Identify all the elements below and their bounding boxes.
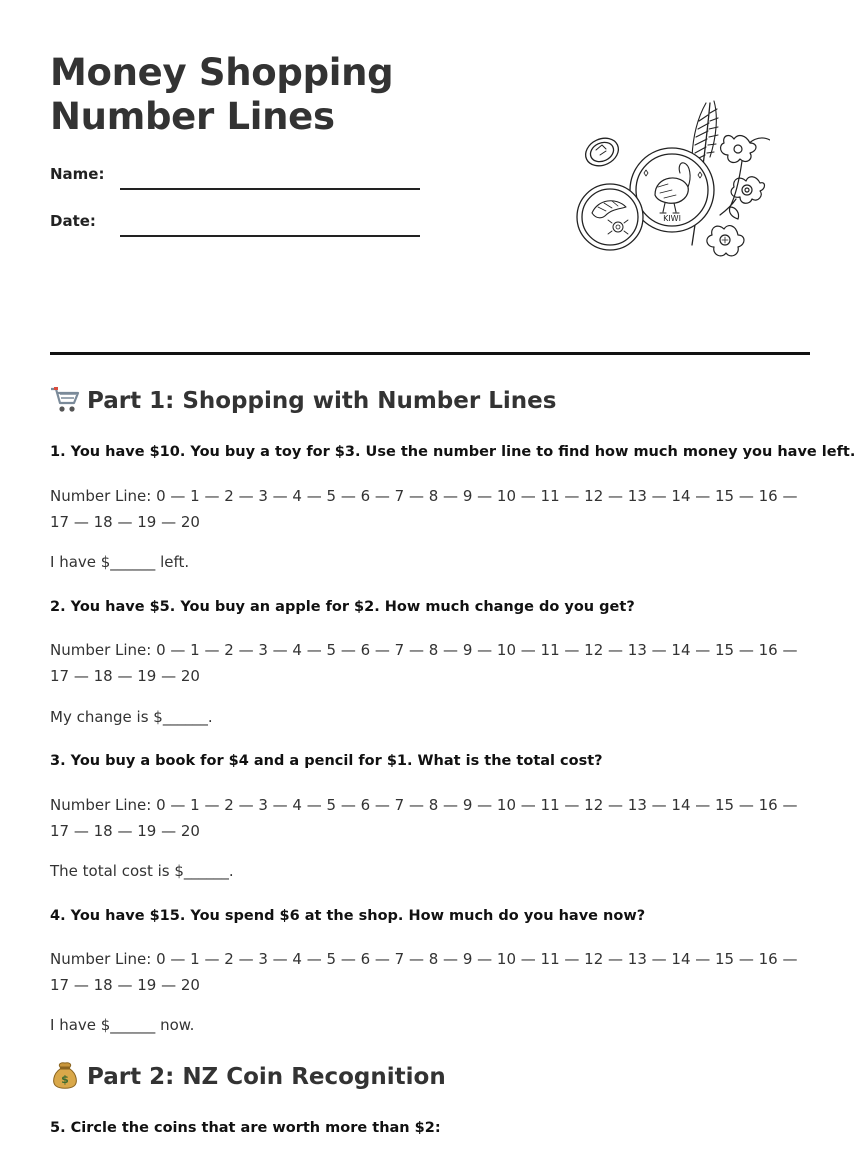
answer-2[interactable]: My change is $______. [50,708,213,726]
shopping-cart-icon [50,385,80,413]
question-5: 5. Circle the coins that are worth more than $2: [50,1120,441,1136]
name-label: Name: [50,165,105,183]
worksheet-header [50,0,810,355]
name-field[interactable] [50,160,420,190]
money-bag-icon [50,1061,80,1089]
page-title [50,51,393,139]
svg-text:$: $ [61,1073,69,1086]
question-3: 3. You buy a book for $4 and a pencil for $1. What is the total cost? [50,753,603,769]
worksheet-page [50,0,856,1136]
answer-3[interactable]: The total cost is $______. [50,862,234,880]
numberline-2: Number Line: 0 — 1 — 2 — 3 — 4 — 5 — 6 — 7 — 8 — 9 — 10 — 11 — 12 — 13 — 14 — 15 — 16 — 17 — 18 — 19 — 20 [50,641,798,685]
question-1: 1. You have $10. You buy a toy for $3. Use the number line to find how much money you have left. [50,444,856,460]
numberline-1: Number Line: 0 — 1 — 2 — 3 — 4 — 5 — 6 — 7 — 8 — 9 — 10 — 11 — 12 — 13 — 14 — 15 — 16 — 17 — 18 — 19 — 20 [50,487,798,531]
part2-heading [50,1061,446,1090]
part1-heading-text: Part 1: Shopping with Number Lines [87,388,557,414]
question-4: 4. You have $15. You spend $6 at the shop. How much do you have now? [50,908,646,924]
date-field[interactable] [50,207,420,237]
nz-coins-and-flowers-illustration [570,95,770,270]
part2-heading-text: Part 2: NZ Coin Recognition [87,1064,446,1090]
date-label: Date: [50,212,96,230]
date-input-line[interactable] [120,235,420,237]
answer-1[interactable]: I have $______ left. [50,553,190,571]
numberline-3: Number Line: 0 — 1 — 2 — 3 — 4 — 5 — 6 — 7 — 8 — 9 — 10 — 11 — 12 — 13 — 14 — 15 — 16 — 17 — 18 — 19 — 20 [50,796,798,840]
title-line-2: Number Lines [50,95,335,138]
answer-4[interactable]: I have $______ now. [50,1016,195,1034]
numberline-4: Number Line: 0 — 1 — 2 — 3 — 4 — 5 — 6 — 7 — 8 — 9 — 10 — 11 — 12 — 13 — 14 — 15 — 16 — 17 — 18 — 19 — 20 [50,950,798,994]
part1-heading [50,385,556,414]
coin-text: KIWI [663,214,681,223]
title-line-1: Money Shopping [50,51,394,94]
name-input-line[interactable] [120,188,420,190]
question-2: 2. You have $5. You buy an apple for $2. How much change do you get? [50,599,635,615]
